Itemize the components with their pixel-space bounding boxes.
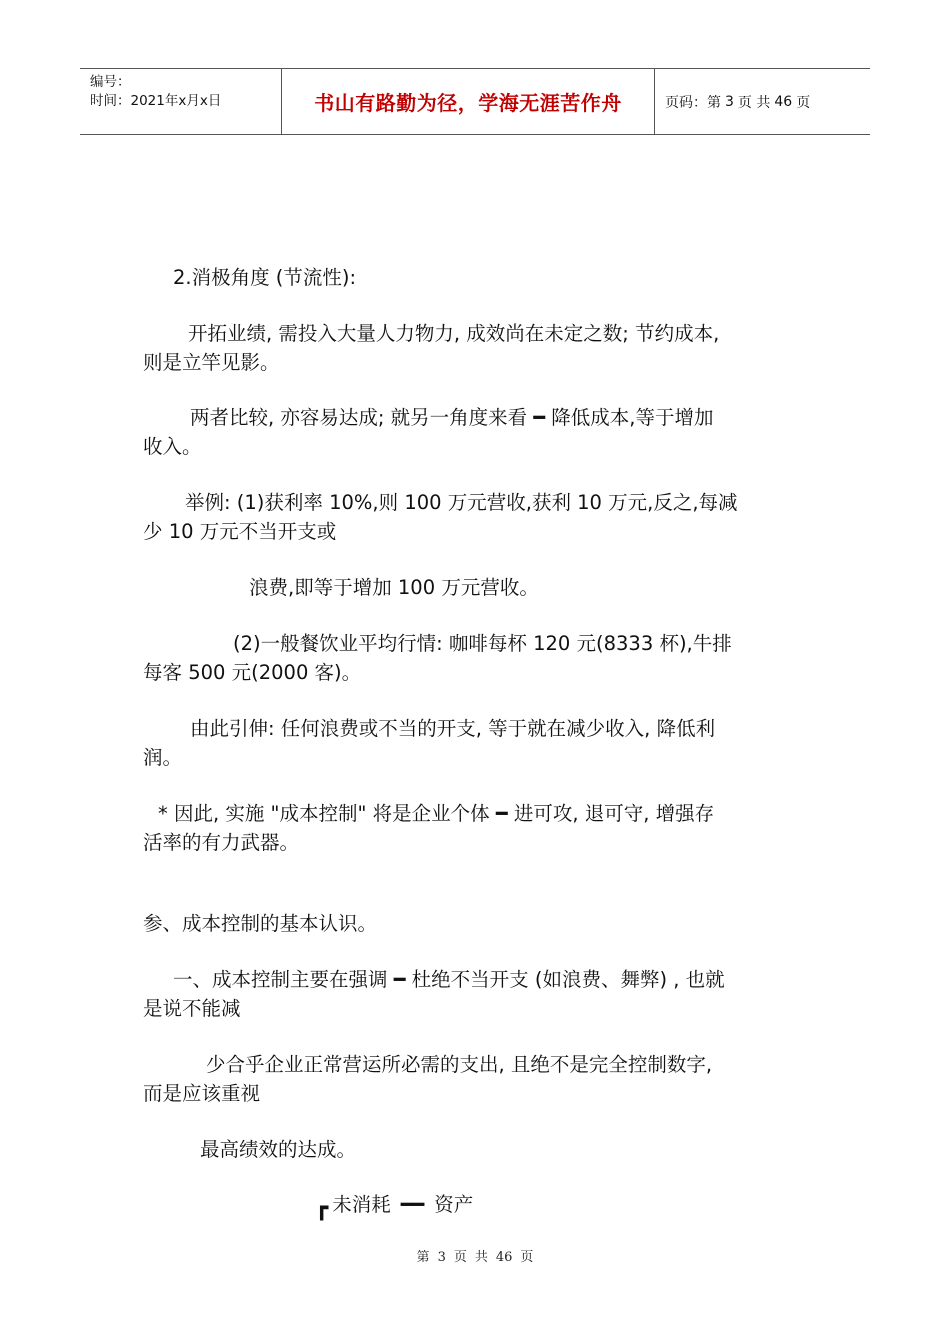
header-motto: 书山有路勤为径，学海无涯苦作舟 <box>314 91 622 115</box>
paragraph-10-line-1: 一、成本控制主要在强调 ━ 杜绝不当开支 (如浪费、舞弊) , 也就 <box>173 968 725 991</box>
footer-gong: 共 <box>474 1250 488 1265</box>
paragraph-8-line-2: 活率的有力武器。 <box>143 831 300 854</box>
footer-ye2: 页 <box>520 1250 534 1265</box>
page-label: 页码：第 <box>665 94 721 111</box>
paragraph-4-line-2: 少 10 万元不当开支或 <box>143 520 337 543</box>
page-number: 3 <box>725 93 734 110</box>
dash-connector: ━━ <box>400 1193 425 1216</box>
paragraph-3-line-1: 两者比较, 亦容易达成; 就另一角度来看 ━ 降低成本,等于增加 <box>190 406 714 429</box>
paragraph-11 <box>143 1050 813 1108</box>
section-heading: 参、成本控制的基本认识。 <box>143 912 378 935</box>
paragraph-4-line-1: 举例: (1)获利率 10%,则 100 万元营收,获利 10 万元,反之,每减 <box>185 491 738 514</box>
footer-ye: 页 <box>453 1250 467 1265</box>
page-header <box>80 68 870 135</box>
paragraph-2-line-2: 则是立竿见影。 <box>143 351 280 374</box>
paragraph-3 <box>143 403 813 461</box>
page-total: 46 <box>774 93 793 110</box>
paragraph-7-line-1: 由此引伸: 任何浪费或不当的开支, 等于就在减少收入, 降低利 <box>190 717 716 740</box>
header-meta <box>80 69 282 134</box>
paragraph-13 <box>315 1190 950 1219</box>
paragraph-2-line-1: 开拓业绩, 需投入大量人力物力, 成效尚在未定之数; 节约成本, <box>188 322 720 345</box>
paragraph-3-line-2: 收入。 <box>143 435 202 458</box>
paragraph-1: 2.消极角度 (节流性): <box>173 266 357 289</box>
paragraph-6-line-2: 每客 500 元(2000 客)。 <box>143 661 362 684</box>
paragraph-4 <box>143 488 813 546</box>
paragraph-8-line-1: * 因此, 实施 "成本控制" 将是企业个体 ━ 进可攻, 退可守, 增强存 <box>158 802 715 825</box>
page-end: 页 <box>796 94 811 111</box>
page-footer <box>0 1246 950 1265</box>
asset-label: 资产 <box>434 1193 474 1216</box>
header-motto-cell <box>282 69 655 134</box>
bracket-glyph: ┏ <box>315 1196 329 1221</box>
paragraph-5: 浪费,即等于增加 100 万元营收。 <box>249 576 539 599</box>
paragraph-8 <box>143 799 813 857</box>
footer-total: 46 <box>495 1250 513 1265</box>
paragraph-7-line-2: 润。 <box>143 746 183 769</box>
number-label: 编号： <box>90 74 131 90</box>
header-page-info <box>655 69 870 134</box>
footer-page-number: 3 <box>437 1250 446 1265</box>
time-label: 时间：2021年x月x日 <box>90 93 222 109</box>
paragraph-12: 最高绩效的达成。 <box>200 1138 357 1161</box>
page-mid: 页 共 <box>737 94 771 111</box>
unconsumed-label: 未消耗 <box>332 1193 391 1216</box>
footer-di: 第 <box>416 1250 430 1265</box>
paragraph-7 <box>143 714 813 772</box>
paragraph-6 <box>143 629 813 687</box>
paragraph-11-line-2: 而是应该重视 <box>143 1082 261 1105</box>
paragraph-10 <box>143 965 813 1023</box>
paragraph-10-line-2: 是说不能减 <box>143 997 241 1020</box>
paragraph-6-line-1: (2)一般餐饮业平均行情: 咖啡每杯 120 元(8333 杯),牛排 <box>233 632 732 655</box>
paragraph-2 <box>143 319 813 377</box>
paragraph-11-line-1: 少合乎企业正常营运所必需的支出, 且绝不是完全控制数字, <box>206 1053 713 1076</box>
